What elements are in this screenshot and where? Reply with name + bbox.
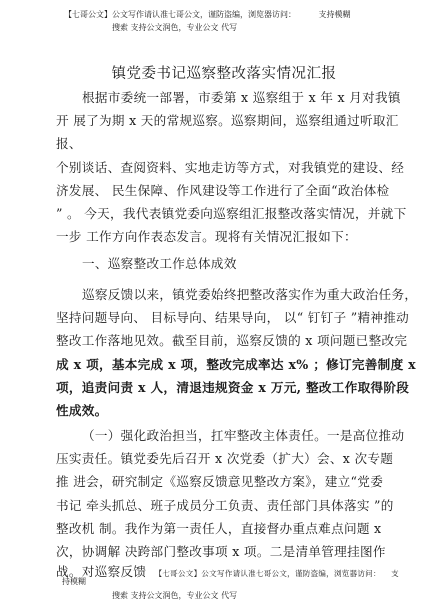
paragraph-line: 坚持问题导向、 目标导向、结果导向， 以“ 钉钉子 ”精神推动	[56, 310, 410, 326]
paragraph-responsibility	[56, 424, 405, 563]
paragraph-line: 一步 工作方向作表态发言。现将有关情况汇报如下：	[56, 229, 357, 245]
paragraph-line: 整改机 制。我作为第一责任人，直接督办重点难点问题 x	[56, 520, 382, 536]
paragraph-results	[56, 283, 418, 422]
paragraph-line: 整改工作落地见效。截至目前，巡察反馈的 x 项问题已整改完	[56, 333, 408, 349]
paragraph-line: 战。对巡察反馈	[56, 564, 147, 579]
paragraph-line: 成 x 项，基本完成 x 项，整改完成率达 x% ；修订完善制度 x	[56, 356, 416, 372]
paragraph-intro	[56, 86, 407, 248]
paragraph-line: 次，协调解 决跨部门整改事项 x 项。二是清单管理挂图作	[56, 543, 386, 559]
paragraph-line: 根据市委统一部署，市委第 x 巡察组于 x 年 x 月对我镇	[82, 90, 401, 105]
paragraph-line: 项，追责问责 x 人，清退违规资金 x 万元, 整改工作取得阶段	[56, 379, 410, 395]
watermark-inline-tail: 支	[391, 569, 399, 578]
watermark-top-line2: 搜索 支持公文润色，专业公文 代写	[112, 23, 238, 32]
paragraph-line: 开 展了为期 x 天的常规巡察。巡察期间，巡察组通过听取汇	[56, 113, 399, 129]
document-title: 镇党委书记巡察整改落实情况汇报	[111, 66, 337, 82]
watermark-bottom-line2: 持模糊	[62, 577, 86, 586]
paragraph-line: 报、	[56, 136, 82, 152]
paragraph-line: 性成效。	[56, 402, 108, 418]
watermark-bottom-line3: 搜索 支持公文润色，专业公文 代写	[112, 591, 238, 600]
paragraph-last-line	[56, 563, 398, 580]
section-heading-text: 一、巡察整改工作总体成效	[82, 256, 237, 271]
watermark-top-line1	[64, 9, 351, 20]
paragraph-line: 书记 牵头抓总、班子成员分工负责、责任部门具体落实 ”的	[56, 497, 394, 513]
watermark-inline: 【七哥公文】公文写作请认准七哥公文，谨防盗编，浏览器访问：	[154, 569, 381, 578]
paragraph-line: 个别谈话、查阅资料、实地走访等方式，对我镇党的建设、经	[56, 159, 405, 175]
section-heading	[56, 252, 398, 275]
paragraph-line: 济发展、 民生保障、作风建设等工作进行了全面“政治体检	[56, 182, 390, 198]
paragraph-line: 压实责任。镇党委先后召开 x 次党委（扩大）会、x 次专题	[56, 451, 394, 467]
paragraph-line: （一）强化政治担当，扛牢整改主体责任。一是高位推动	[82, 428, 405, 443]
paragraph-line: 推 进会，研究制定《巡察反馈意见整改方案》，建立“党委	[56, 474, 384, 490]
watermark-text: 【七哥公文】公文写作请认准七哥公文，谨防盗编，浏览器访问：	[64, 10, 296, 19]
paragraph-line: ” 。 今天，我代表镇党委向巡察组汇报整改落实情况，并就下	[56, 205, 407, 221]
watermark-text-tail: 支持模糊	[318, 10, 351, 19]
paragraph-line: 巡察反馈以来，镇党委始终把整改落实作为重大政治任务，	[82, 287, 418, 302]
